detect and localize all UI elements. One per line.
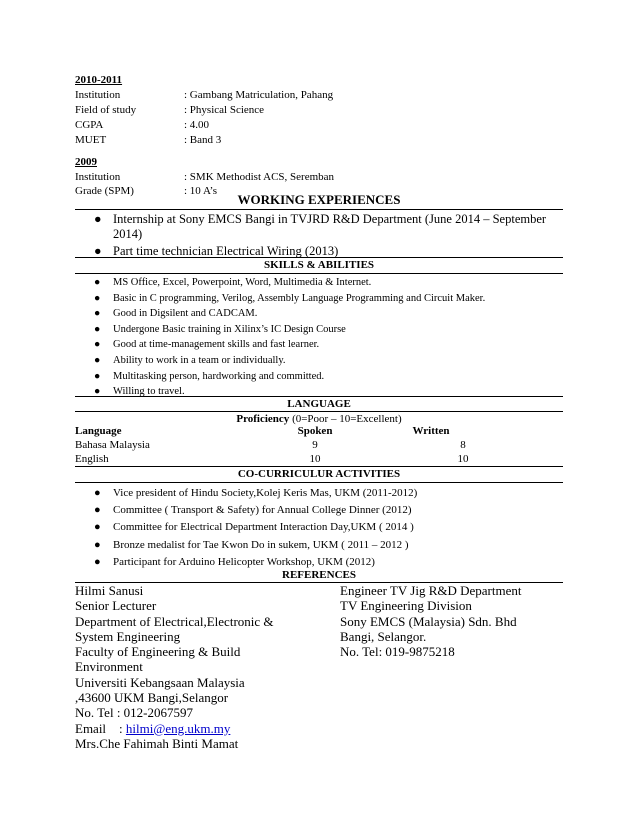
bullet-icon: ● <box>94 386 101 398</box>
section-divider <box>75 482 563 483</box>
reference-line: Hilmi Sanusi <box>75 583 144 598</box>
reference-line: TV Engineering Division <box>340 598 472 614</box>
bullet-icon: ● <box>94 487 101 499</box>
education-label: Grade (SPM) <box>75 185 134 197</box>
reference-line: Universiti Kebangsaan Malaysia <box>75 674 245 690</box>
education-label: MUET <box>75 134 107 146</box>
reference-line: Faculty of Engineering & Build <box>75 644 241 660</box>
bullet-icon: ● <box>94 323 101 335</box>
bullet-icon: ● <box>94 538 101 551</box>
working-heading: WORKING EXPERIENCES <box>237 192 401 207</box>
bullet-icon: ● <box>94 212 102 226</box>
list-item: ● Good in Digsilent and CADCAM. <box>75 306 563 322</box>
education-value: : 10 A’s <box>184 185 218 197</box>
education-value: : Band 3 <box>184 134 222 146</box>
reference-right <box>340 583 522 659</box>
bullet-icon: ● <box>94 339 101 351</box>
bullet-icon: ● <box>94 521 101 534</box>
proficiency-scale: (0=Poor – 10=Excellent) <box>289 413 402 425</box>
cocurricular-list <box>75 485 563 571</box>
list-item: ● Good at time-management skills and fast learner. <box>75 337 563 353</box>
education-label: CGPA <box>75 119 104 131</box>
education-value: : SMK Methodist ACS, Seremban <box>184 171 335 183</box>
reference-line: Department of Electrical,Electronic & <box>75 613 274 629</box>
bullet-icon: ● <box>94 244 102 258</box>
proficiency-label: Proficiency <box>236 413 290 425</box>
skills-list <box>75 275 563 400</box>
language-name: English <box>75 453 109 465</box>
proficiency-note <box>75 412 563 426</box>
list-item: ● Participant for Arduino Helicopter Workshop, UKM (2012) <box>75 554 563 571</box>
education-label: Institution <box>75 171 121 183</box>
bullet-icon: ● <box>94 370 101 382</box>
list-item: ● Basic in C programming, Verilog, Assembly Language Programming and Circuit Maker. <box>75 291 563 307</box>
reference-line: System Engineering <box>75 628 181 644</box>
list-item: ● Part time technician Electrical Wiring (2013) <box>94 244 339 258</box>
reference-line: Environment <box>75 659 143 675</box>
list-item: ● Undergone Basic training in Xilinx’s IC Design Course <box>75 322 563 338</box>
reference-line: Engineer TV Jig R&D Department <box>340 583 522 598</box>
education-year-2010: 2010-2011 <box>75 74 123 86</box>
email-label: Email : <box>75 720 126 736</box>
reference-email-line <box>75 721 274 736</box>
bullet-icon: ● <box>94 277 101 288</box>
bullet-icon: ● <box>94 555 101 568</box>
education-year-2009: 2009 <box>75 156 97 168</box>
section-divider <box>75 209 563 210</box>
list-item: ● Committee for Electrical Department Interaction Day,UKM ( 2014 ) <box>75 519 563 536</box>
references-heading: REFERENCES <box>282 569 356 581</box>
list-item: ● Bronze medalist for Tae Kwon Do in sukem, UKM ( 2011 – 2012 ) <box>75 537 563 554</box>
education-label: Institution <box>75 89 121 101</box>
working-list <box>75 212 563 259</box>
reference-line: Sony EMCS (Malaysia) Sdn. Bhd <box>340 613 517 629</box>
bullet-icon: ● <box>94 354 101 366</box>
reference-line: Senior Lecturer <box>75 598 157 614</box>
education-value: : Physical Science <box>184 104 265 116</box>
reference-line: No. Tel: 019-9875218 <box>340 644 455 660</box>
language-name: Bahasa Malaysia <box>75 439 150 451</box>
section-divider <box>75 273 563 274</box>
list-item: ● Internship at Sony EMCS Bangi in TVJRD R&D Department (June 2014 – September 2014) <box>94 212 547 241</box>
reference-line: Mrs.Che Fahimah Binti Mamat <box>75 735 239 751</box>
language-heading: LANGUAGE <box>287 398 351 410</box>
reference-left <box>75 583 274 751</box>
cocurricular-heading: CO-CURRICULUR ACTIVITIES <box>237 468 401 480</box>
education-value: : Gambang Matriculation, Pahang <box>184 89 334 101</box>
list-item: ● Ability to work in a team or individually. <box>75 353 563 369</box>
skills-heading: SKILLS & ABILITIES <box>263 259 375 271</box>
reference-line: ,43600 UKM Bangi,Selangor <box>75 690 229 706</box>
education-value: : 4.00 <box>184 119 210 131</box>
list-item: ● Multitasking person, hardworking and committed. <box>75 369 563 385</box>
email-link[interactable]: hilmi@eng.ukm.my <box>125 720 231 736</box>
bullet-icon: ● <box>94 308 101 320</box>
bullet-icon: ● <box>94 292 101 304</box>
list-item: ● Vice president of Hindu Society,Kolej Keris Mas, UKM (2011-2012) <box>75 485 563 502</box>
list-item: ● Committee ( Transport & Safety) for Annual College Dinner (2012) <box>75 502 563 519</box>
list-item: ● Willing to travel. <box>75 384 563 400</box>
education-label: Field of study <box>75 104 137 116</box>
reference-line: No. Tel : 012-2067597 <box>75 705 194 721</box>
col-language: Language <box>75 425 122 437</box>
bullet-icon: ● <box>94 504 101 517</box>
reference-line: Bangi, Selangor. <box>340 628 427 644</box>
list-item: ● MS Office, Excel, Powerpoint, Word, Multimedia & Internet. <box>75 275 563 291</box>
